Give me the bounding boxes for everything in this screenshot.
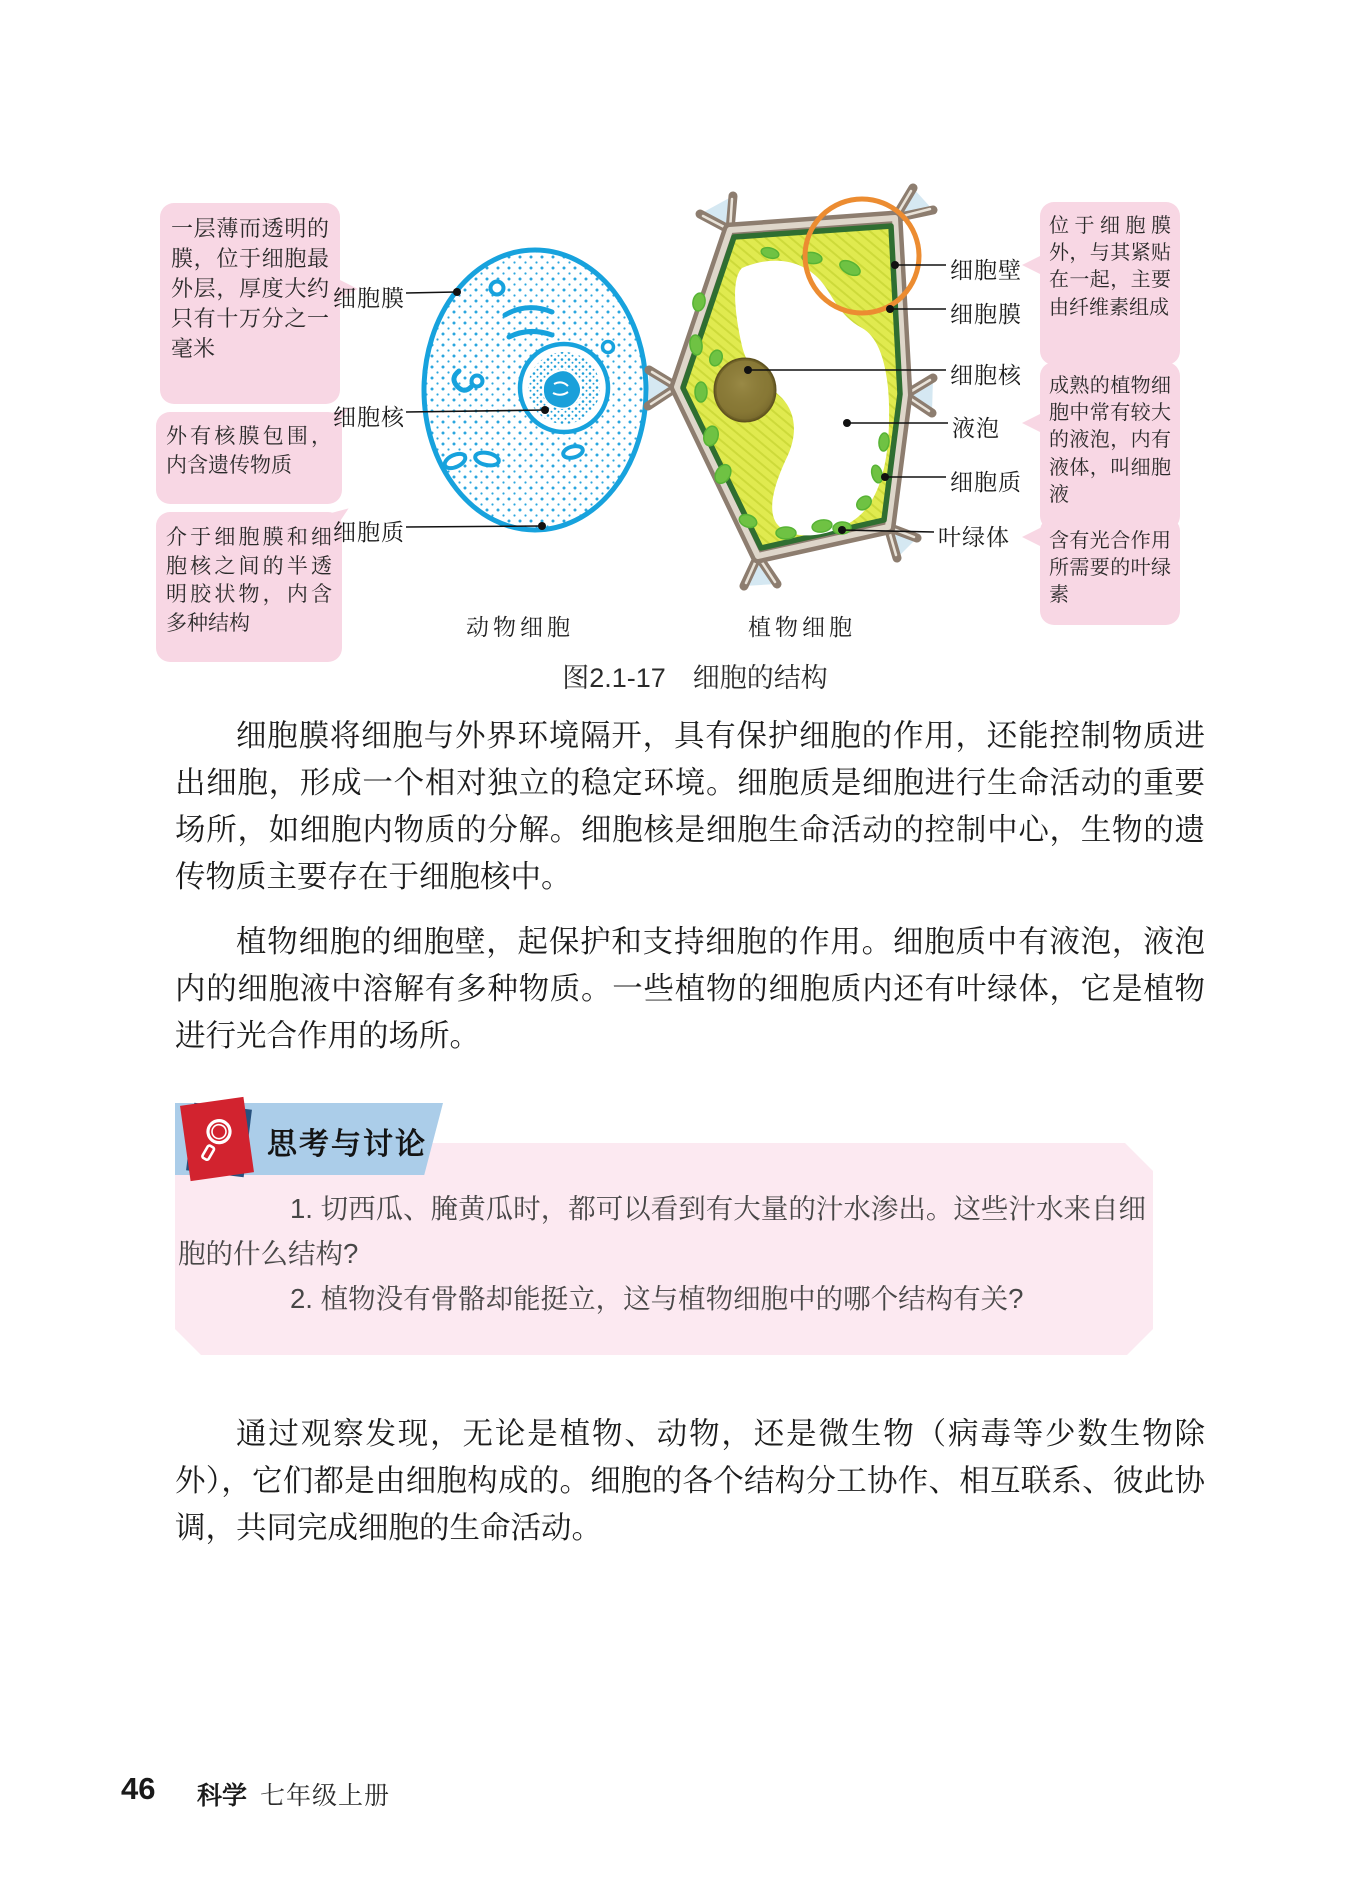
callout-cell-wall — [1040, 202, 1180, 365]
label-cell-membrane-left: 细胞膜 — [333, 286, 405, 312]
label-cell-membrane-right: 细胞膜 — [950, 302, 1022, 328]
callout-tail — [1022, 527, 1042, 547]
label-cytoplasm-left: 细胞质 — [333, 520, 405, 546]
callout-cell-membrane — [160, 203, 340, 404]
question-2: 2. 植物没有骨骼却能挺立，这与植物细胞中的哪个结构有关? — [290, 1283, 1024, 1314]
body-paragraph-1: 细胞膜将细胞与外界环境隔开，具有保护细胞的作用，还能控制物质进出细胞，形成一个相对独立的稳定环境。细胞质是细胞进行生命活动的重要场所，如细胞内物质的分解。细胞核是细胞生命活动的控制中心，生物的遗传物质主要存在于细胞核中。 — [175, 719, 1205, 894]
callout-text: 成熟的植物细胞中常有较大的液泡，内有液体，叫细胞液 — [1049, 373, 1171, 506]
magnifier-icon — [194, 1113, 240, 1164]
callout-chloroplast — [1040, 517, 1180, 625]
callout-text: 含有光合作用所需要的叶绿素 — [1049, 528, 1171, 607]
label-nucleus-left: 细胞核 — [333, 405, 405, 431]
callout-nucleus — [156, 412, 342, 504]
label-cytoplasm-right: 细胞质 — [950, 470, 1022, 496]
think-discuss-title: 思考与讨论 — [267, 1128, 427, 1161]
callout-tail — [1022, 255, 1042, 275]
label-cell-wall: 细胞壁 — [950, 258, 1022, 284]
plant-cell-name: 植物细胞 — [748, 615, 856, 641]
callout-tail — [1022, 413, 1042, 433]
page-number: 46 — [121, 1771, 156, 1806]
label-chloroplast: 叶绿体 — [938, 525, 1010, 551]
callout-text: 一层薄而透明的膜，位于细胞最外层，厚度大约只有十万分之一毫米 — [171, 217, 329, 362]
footer-subject: 科学 — [197, 1782, 248, 1810]
magnifier-badge — [180, 1097, 254, 1181]
callout-text: 介于细胞膜和细胞核之间的半透明胶状物，内含多种结构 — [166, 525, 332, 635]
body-paragraph-2: 植物细胞的细胞壁，起保护和支持细胞的作用。细胞质中有液泡，液泡内的细胞液中溶解有多种物质。一些植物的细胞质内还有叶绿体，它是植物进行光合作用的场所。 — [175, 925, 1205, 1053]
callout-vacuole — [1040, 362, 1180, 530]
callout-cytoplasm — [156, 512, 342, 662]
callout-text: 外有核膜包围，内含遗传物质 — [166, 424, 332, 477]
body-paragraph-3: 通过观察发现，无论是植物、动物，还是微生物（病毒等少数生物除外），它们都是由细胞构成的。细胞的各个结构分工协作、相互联系、彼此协调，共同完成细胞的生命活动。 — [175, 1417, 1205, 1545]
question-1: 1. 切西瓜、腌黄瓜时，都可以看到有大量的汁水渗出。这些汁水来自细胞的什么结构? — [178, 1193, 1146, 1269]
plant-cell-drawing — [648, 188, 933, 586]
callout-text: 位于细胞膜外，与其紧贴在一起，主要由纤维素组成 — [1049, 213, 1171, 319]
figure-caption: 图2.1-17 细胞的结构 — [562, 663, 828, 693]
label-nucleus-right: 细胞核 — [950, 363, 1022, 389]
label-vacuole: 液泡 — [952, 416, 1000, 442]
animal-cell-name: 动物细胞 — [466, 615, 574, 641]
footer-edition: 七年级上册 — [260, 1782, 391, 1810]
